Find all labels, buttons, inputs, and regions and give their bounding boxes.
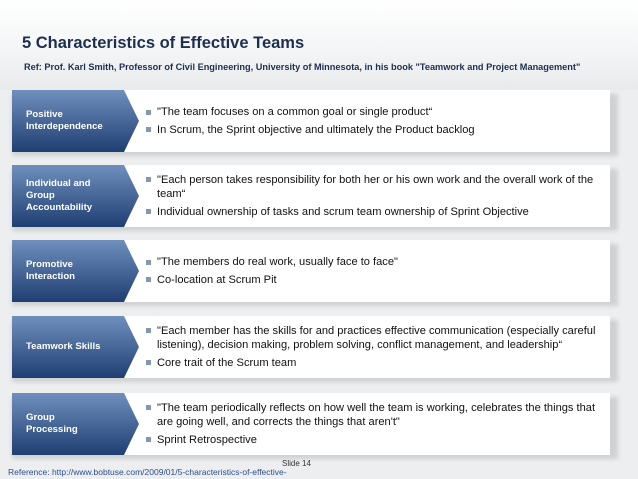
bullet-text: "The team focuses on a common goal or single product“ — [157, 106, 433, 118]
bullet-text: "The team periodically reflects on how well the team is working, celebrates the things that are going well, and corrects the things that aren't" — [157, 401, 596, 429]
bullet-text: "Each member has the skills for and practices effective communication (especially careful listening), decision making, problem solving, conflict management, and leadership“ — [157, 324, 596, 352]
characteristic-row — [12, 165, 612, 228]
bullet-text: In Scrum, the Sprint objective and ultimately the Product backlog — [157, 123, 475, 136]
bullet-text: "Each person takes responsibility for both her or his own work and the overall work of the team“ — [157, 173, 594, 201]
bullet-list — [146, 316, 612, 378]
bullet-item — [146, 173, 612, 202]
slide-number: Slide 14 — [282, 459, 311, 468]
bullet-text: Sprint Retrospective — [157, 433, 257, 446]
bullet-square-icon — [146, 177, 151, 182]
row-card — [12, 316, 610, 378]
bullet-item — [146, 255, 612, 270]
bullet-item — [146, 105, 612, 120]
row-card — [12, 393, 610, 455]
bullet-item — [146, 401, 612, 430]
bullet-text: "The members do real work, usually face to face" — [157, 256, 398, 268]
bullet-square-icon — [146, 209, 151, 214]
bullet-item — [146, 324, 612, 353]
characteristic-row — [12, 240, 612, 303]
bullet-square-icon — [146, 277, 151, 282]
characteristic-row — [12, 393, 612, 456]
page-title: 5 Characteristics of Effective Teams — [22, 34, 305, 52]
reference-link[interactable]: Reference: http://www.bobtuse.com/2009/01/5-characteristics-of-effective- — [8, 467, 287, 477]
characteristic-label: Group Processing — [26, 412, 78, 435]
bullet-text: Core trait of the Scrum team — [157, 356, 297, 369]
bullet-item — [146, 433, 612, 448]
bullet-list — [146, 165, 612, 227]
slide-header — [0, 0, 638, 90]
row-card — [12, 90, 610, 152]
bullet-list — [146, 393, 612, 455]
row-card — [12, 240, 610, 302]
characteristic-row — [12, 316, 612, 379]
bullet-square-icon — [146, 328, 151, 333]
characteristic-label: Promotive Interaction — [26, 259, 76, 282]
bullet-square-icon — [146, 110, 151, 115]
bullet-item — [146, 205, 612, 220]
bullet-item — [146, 123, 612, 138]
bullet-text: Co-location at Scrum Pit — [157, 273, 277, 286]
characteristic-label: Positive Interdependence — [26, 109, 103, 132]
bullet-item — [146, 273, 612, 288]
bullet-item — [146, 356, 612, 371]
characteristic-row — [12, 90, 612, 153]
characteristic-label: Teamwork Skills — [26, 341, 101, 352]
reference-subtitle: Ref: Prof. Karl Smith, Professor of Civil Engineering, University of Minnesota, in his book "Teamwork and Project Management" — [24, 62, 581, 72]
characteristic-label: Individual and Group Accountability — [26, 178, 93, 213]
bullet-list — [146, 240, 612, 302]
row-card — [12, 165, 610, 227]
bullet-text: Individual ownership of tasks and scrum team ownership of Sprint Objective — [157, 205, 529, 218]
bullet-square-icon — [146, 360, 151, 365]
bullet-list — [146, 90, 612, 152]
bullet-square-icon — [146, 437, 151, 442]
bullet-square-icon — [146, 405, 151, 410]
bullet-square-icon — [146, 127, 151, 132]
bullet-square-icon — [146, 260, 151, 265]
